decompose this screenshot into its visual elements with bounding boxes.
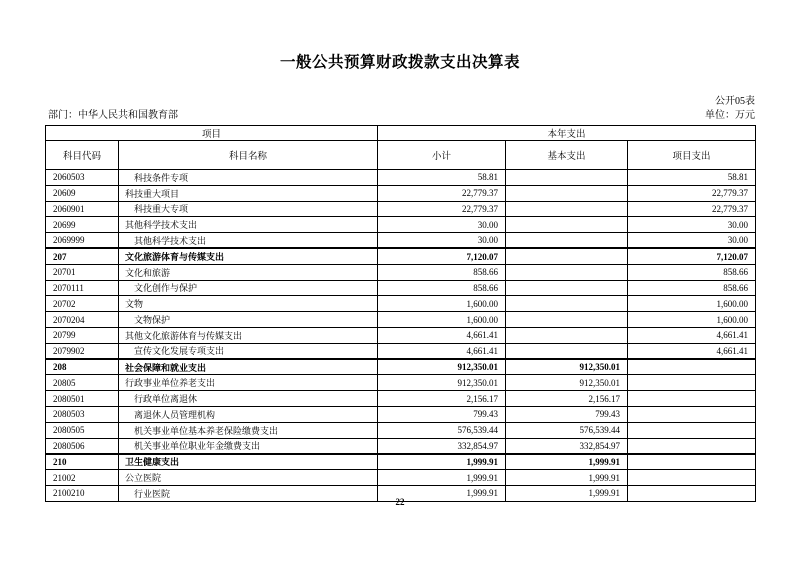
cell-subject-name: 机关事业单位职业年金缴费支出 bbox=[119, 438, 378, 454]
cell-subject-code: 2069999 bbox=[46, 233, 119, 249]
table-row bbox=[46, 280, 756, 296]
cell-subject-name: 文化旅游体育与传媒支出 bbox=[119, 248, 378, 264]
table-row bbox=[46, 454, 756, 470]
cell-subject-name: 机关事业单位基本养老保险缴费支出 bbox=[119, 422, 378, 438]
cell-basic-expenditure: 332,854.97 bbox=[506, 438, 628, 454]
cell-basic-expenditure: 799.43 bbox=[506, 406, 628, 422]
header-group-row bbox=[46, 126, 756, 141]
cell-subject-name: 社会保障和就业支出 bbox=[119, 359, 378, 375]
table-row bbox=[46, 470, 756, 486]
cell-subject-name: 行政单位离退休 bbox=[119, 391, 378, 407]
cell-subtotal: 4,661.41 bbox=[378, 327, 506, 343]
cell-subject-code: 2079902 bbox=[46, 343, 119, 359]
header-columns-row bbox=[46, 141, 756, 170]
cell-subject-code: 2070111 bbox=[46, 280, 119, 296]
cell-subject-name: 其他科学技术支出 bbox=[119, 217, 378, 233]
budget-expenditure-table bbox=[45, 125, 756, 502]
cell-basic-expenditure bbox=[506, 170, 628, 186]
table-row bbox=[46, 233, 756, 249]
cell-basic-expenditure bbox=[506, 248, 628, 264]
table-row bbox=[46, 264, 756, 280]
cell-subtotal: 576,539.44 bbox=[378, 422, 506, 438]
unit-label: 单位：万元 bbox=[705, 110, 755, 121]
cell-project-expenditure: 1,600.00 bbox=[628, 296, 756, 312]
cell-subject-name: 公立医院 bbox=[119, 470, 378, 486]
cell-subject-name: 文物 bbox=[119, 296, 378, 312]
header-subtotal: 小计 bbox=[378, 141, 506, 170]
cell-project-expenditure bbox=[628, 391, 756, 407]
table-row bbox=[46, 170, 756, 186]
cell-subject-name: 其他文化旅游体育与传媒支出 bbox=[119, 327, 378, 343]
cell-subject-code: 21002 bbox=[46, 470, 119, 486]
cell-subtotal: 332,854.97 bbox=[378, 438, 506, 454]
cell-subtotal: 1,600.00 bbox=[378, 296, 506, 312]
cell-subject-code: 2080501 bbox=[46, 391, 119, 407]
cell-subtotal: 22,779.37 bbox=[378, 185, 506, 201]
cell-subtotal: 30.00 bbox=[378, 217, 506, 233]
cell-subject-code: 210 bbox=[46, 454, 119, 470]
table-header bbox=[46, 126, 756, 170]
cell-subject-code: 2100210 bbox=[46, 485, 119, 501]
cell-subtotal: 1,999.91 bbox=[378, 454, 506, 470]
cell-project-expenditure: 4,661.41 bbox=[628, 343, 756, 359]
cell-basic-expenditure: 1,999.91 bbox=[506, 485, 628, 501]
cell-project-expenditure: 30.00 bbox=[628, 217, 756, 233]
cell-basic-expenditure bbox=[506, 280, 628, 296]
cell-project-expenditure: 58.81 bbox=[628, 170, 756, 186]
department-label: 部门：中华人民共和国教育部 bbox=[48, 110, 178, 121]
cell-subject-name: 科技重大项目 bbox=[119, 185, 378, 201]
cell-subject-name: 文物保护 bbox=[119, 312, 378, 328]
table-row bbox=[46, 217, 756, 233]
cell-subject-code: 2060503 bbox=[46, 170, 119, 186]
cell-project-expenditure bbox=[628, 438, 756, 454]
cell-project-expenditure bbox=[628, 375, 756, 391]
form-number-label: 公开05表 bbox=[715, 96, 755, 107]
cell-subtotal: 799.43 bbox=[378, 406, 506, 422]
header-subject-name: 科目名称 bbox=[119, 141, 378, 170]
cell-basic-expenditure bbox=[506, 264, 628, 280]
table-row bbox=[46, 422, 756, 438]
cell-subtotal: 1,999.91 bbox=[378, 485, 506, 501]
cell-project-expenditure: 7,120.07 bbox=[628, 248, 756, 264]
cell-project-expenditure: 858.66 bbox=[628, 280, 756, 296]
cell-subtotal: 30.00 bbox=[378, 233, 506, 249]
cell-subtotal: 912,350.01 bbox=[378, 359, 506, 375]
cell-subtotal: 7,120.07 bbox=[378, 248, 506, 264]
cell-basic-expenditure: 576,539.44 bbox=[506, 422, 628, 438]
cell-project-expenditure bbox=[628, 454, 756, 470]
cell-basic-expenditure: 912,350.01 bbox=[506, 359, 628, 375]
table-row bbox=[46, 296, 756, 312]
table-row bbox=[46, 327, 756, 343]
page-number: 22 bbox=[395, 497, 405, 507]
table-row bbox=[46, 343, 756, 359]
cell-subject-name: 文化创作与保护 bbox=[119, 280, 378, 296]
cell-basic-expenditure bbox=[506, 296, 628, 312]
header-group-item: 项目 bbox=[46, 126, 378, 141]
cell-subject-code: 20805 bbox=[46, 375, 119, 391]
cell-project-expenditure: 1,600.00 bbox=[628, 312, 756, 328]
table-body bbox=[46, 170, 756, 502]
cell-basic-expenditure: 1,999.91 bbox=[506, 454, 628, 470]
table-row bbox=[46, 406, 756, 422]
cell-project-expenditure bbox=[628, 422, 756, 438]
cell-subject-name: 科技重大专项 bbox=[119, 201, 378, 217]
cell-project-expenditure: 4,661.41 bbox=[628, 327, 756, 343]
header-subject-code: 科目代码 bbox=[46, 141, 119, 170]
cell-subject-code: 20609 bbox=[46, 185, 119, 201]
cell-subject-code: 20702 bbox=[46, 296, 119, 312]
cell-basic-expenditure bbox=[506, 312, 628, 328]
cell-subject-code: 208 bbox=[46, 359, 119, 375]
cell-basic-expenditure: 912,350.01 bbox=[506, 375, 628, 391]
cell-subject-code: 2080505 bbox=[46, 422, 119, 438]
table-row bbox=[46, 201, 756, 217]
cell-subtotal: 858.66 bbox=[378, 280, 506, 296]
page-title: 一般公共预算财政拨款支出决算表 bbox=[279, 54, 520, 71]
cell-subject-code: 2070204 bbox=[46, 312, 119, 328]
cell-subject-code: 2080503 bbox=[46, 406, 119, 422]
cell-subject-name: 文化和旅游 bbox=[119, 264, 378, 280]
cell-basic-expenditure bbox=[506, 201, 628, 217]
cell-subject-name: 行业医院 bbox=[119, 485, 378, 501]
cell-subtotal: 22,779.37 bbox=[378, 201, 506, 217]
table-row bbox=[46, 185, 756, 201]
cell-basic-expenditure: 1,999.91 bbox=[506, 470, 628, 486]
table-row bbox=[46, 375, 756, 391]
cell-project-expenditure: 858.66 bbox=[628, 264, 756, 280]
cell-subtotal: 858.66 bbox=[378, 264, 506, 280]
cell-project-expenditure: 22,779.37 bbox=[628, 201, 756, 217]
cell-project-expenditure bbox=[628, 470, 756, 486]
cell-subject-name: 宣传文化发展专项支出 bbox=[119, 343, 378, 359]
cell-subject-code: 2080506 bbox=[46, 438, 119, 454]
cell-basic-expenditure bbox=[506, 233, 628, 249]
cell-subtotal: 912,350.01 bbox=[378, 375, 506, 391]
cell-subject-name: 卫生健康支出 bbox=[119, 454, 378, 470]
table-row bbox=[46, 391, 756, 407]
cell-project-expenditure: 22,779.37 bbox=[628, 185, 756, 201]
cell-project-expenditure bbox=[628, 406, 756, 422]
cell-subject-code: 2060901 bbox=[46, 201, 119, 217]
cell-subtotal: 4,661.41 bbox=[378, 343, 506, 359]
cell-subject-name: 其他科学技术支出 bbox=[119, 233, 378, 249]
header-basic-expenditure: 基本支出 bbox=[506, 141, 628, 170]
cell-subject-code: 20699 bbox=[46, 217, 119, 233]
cell-subtotal: 58.81 bbox=[378, 170, 506, 186]
cell-project-expenditure bbox=[628, 359, 756, 375]
cell-project-expenditure: 30.00 bbox=[628, 233, 756, 249]
header-group-current-year: 本年支出 bbox=[378, 126, 756, 141]
cell-subtotal: 1,600.00 bbox=[378, 312, 506, 328]
cell-basic-expenditure: 2,156.17 bbox=[506, 391, 628, 407]
cell-subtotal: 1,999.91 bbox=[378, 470, 506, 486]
cell-basic-expenditure bbox=[506, 217, 628, 233]
cell-basic-expenditure bbox=[506, 185, 628, 201]
table-row bbox=[46, 248, 756, 264]
cell-subject-code: 20799 bbox=[46, 327, 119, 343]
cell-subtotal: 2,156.17 bbox=[378, 391, 506, 407]
cell-basic-expenditure bbox=[506, 327, 628, 343]
cell-subject-name: 行政事业单位养老支出 bbox=[119, 375, 378, 391]
cell-subject-code: 20701 bbox=[46, 264, 119, 280]
cell-subject-name: 离退休人员管理机构 bbox=[119, 406, 378, 422]
cell-subject-code: 207 bbox=[46, 248, 119, 264]
table-row bbox=[46, 312, 756, 328]
table-row bbox=[46, 359, 756, 375]
cell-subject-name: 科技条件专项 bbox=[119, 170, 378, 186]
header-project-expenditure: 项目支出 bbox=[628, 141, 756, 170]
table-row bbox=[46, 438, 756, 454]
cell-basic-expenditure bbox=[506, 343, 628, 359]
